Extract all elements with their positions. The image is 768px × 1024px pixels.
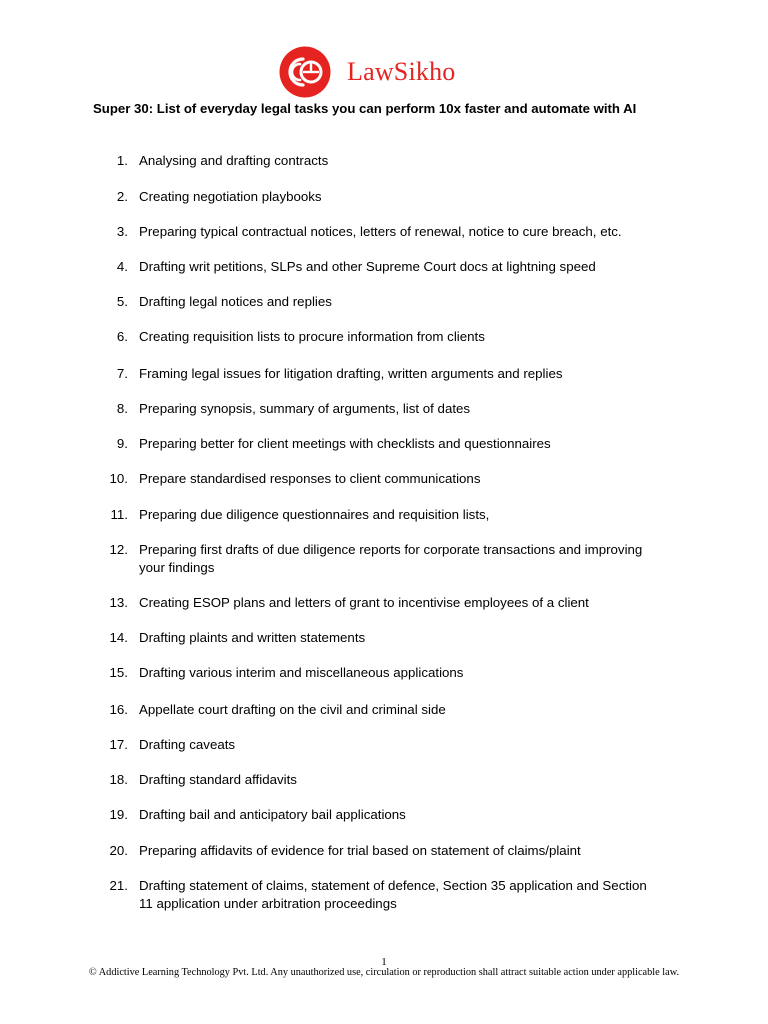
page-number: 1 [381,956,387,968]
list-item-text: Creating ESOP plans and letters of grant to incentivise employees of a client [139,595,589,610]
list-item-number: 21. [109,878,128,893]
page-title: Super 30: List of everyday legal tasks you can perform 10x faster and automate with AI [93,101,637,116]
list-item-number: 5. [116,294,128,309]
list-item-text: Preparing affidavits of evidence for trial based on statement of claims/plaint [139,843,581,858]
list-item-number: 10. [109,471,128,486]
list-item-text: Drafting various interim and miscellaneous applications [139,665,464,680]
list-item-text: Drafting bail and anticipatory bail applications [139,807,406,822]
list-item-text: Creating requisition lists to procure information from clients [139,329,485,344]
list-item-text: Drafting legal notices and replies [139,294,332,309]
list-item-text: Drafting standard affidavits [139,772,297,787]
lawsikho-logo-icon [279,46,331,98]
list-item-number: 15. [109,665,128,680]
list-item-number: 7. [116,366,128,381]
list-item-number: 1. [116,153,128,168]
list-item-number: 13. [109,595,128,610]
list-item-text: Framing legal issues for litigation drafting, written arguments and replies [139,366,563,381]
list-item-number: 11. [110,507,128,522]
list-item-text: Preparing better for client meetings with checklists and questionnaires [139,436,551,451]
list-item-number: 17. [109,737,128,752]
list-item-number: 2. [116,189,128,204]
list-item-number: 3. [116,224,128,239]
list-item-number: 12. [109,542,128,557]
brand-name: LawSikho [347,57,456,86]
list-item-text: Drafting plaints and written statements [139,630,366,645]
list-item-text: Drafting writ petitions, SLPs and other Supreme Court docs at lightning speed [139,259,596,274]
list-item-number: 9. [116,436,128,451]
header [279,45,455,99]
list-item-text: Preparing first drafts of due diligence reports for corporate transactions and improving your findings [139,542,643,575]
list-item-number: 18. [109,772,128,787]
list-item-text: Prepare standardised responses to client communications [139,471,481,486]
list-item-text: Analysing and drafting contracts [139,153,329,168]
list-item-text: Preparing due diligence questionnaires and requisition lists, [139,507,490,522]
list-item-number: 4. [116,259,128,274]
copyright-footer: © Addictive Learning Technology Pvt. Ltd. Any unauthorized use, circulation or reproduction shall attract suitable action under applicable law. [88,967,680,978]
list-item-number: 14. [109,630,128,645]
list-item-number: 8. [116,401,128,416]
list-item-text: Creating negotiation playbooks [139,189,322,204]
list-item-text: Drafting statement of claims, statement of defence, Section 35 application and Section 11 application under arbitration proceedings [139,878,647,911]
list-item-text: Preparing typical contractual notices, letters of renewal, notice to cure breach, etc. [139,224,622,239]
list-item-text: Preparing synopsis, summary of arguments, list of dates [139,401,471,416]
list-item-number: 6. [116,329,128,344]
list-item-text: Drafting caveats [139,737,236,752]
list-item-number: 20. [109,843,128,858]
list-item-text: Appellate court drafting on the civil and criminal side [139,702,446,717]
list-item-number: 19. [109,807,128,822]
list-item-number: 16. [109,702,128,717]
